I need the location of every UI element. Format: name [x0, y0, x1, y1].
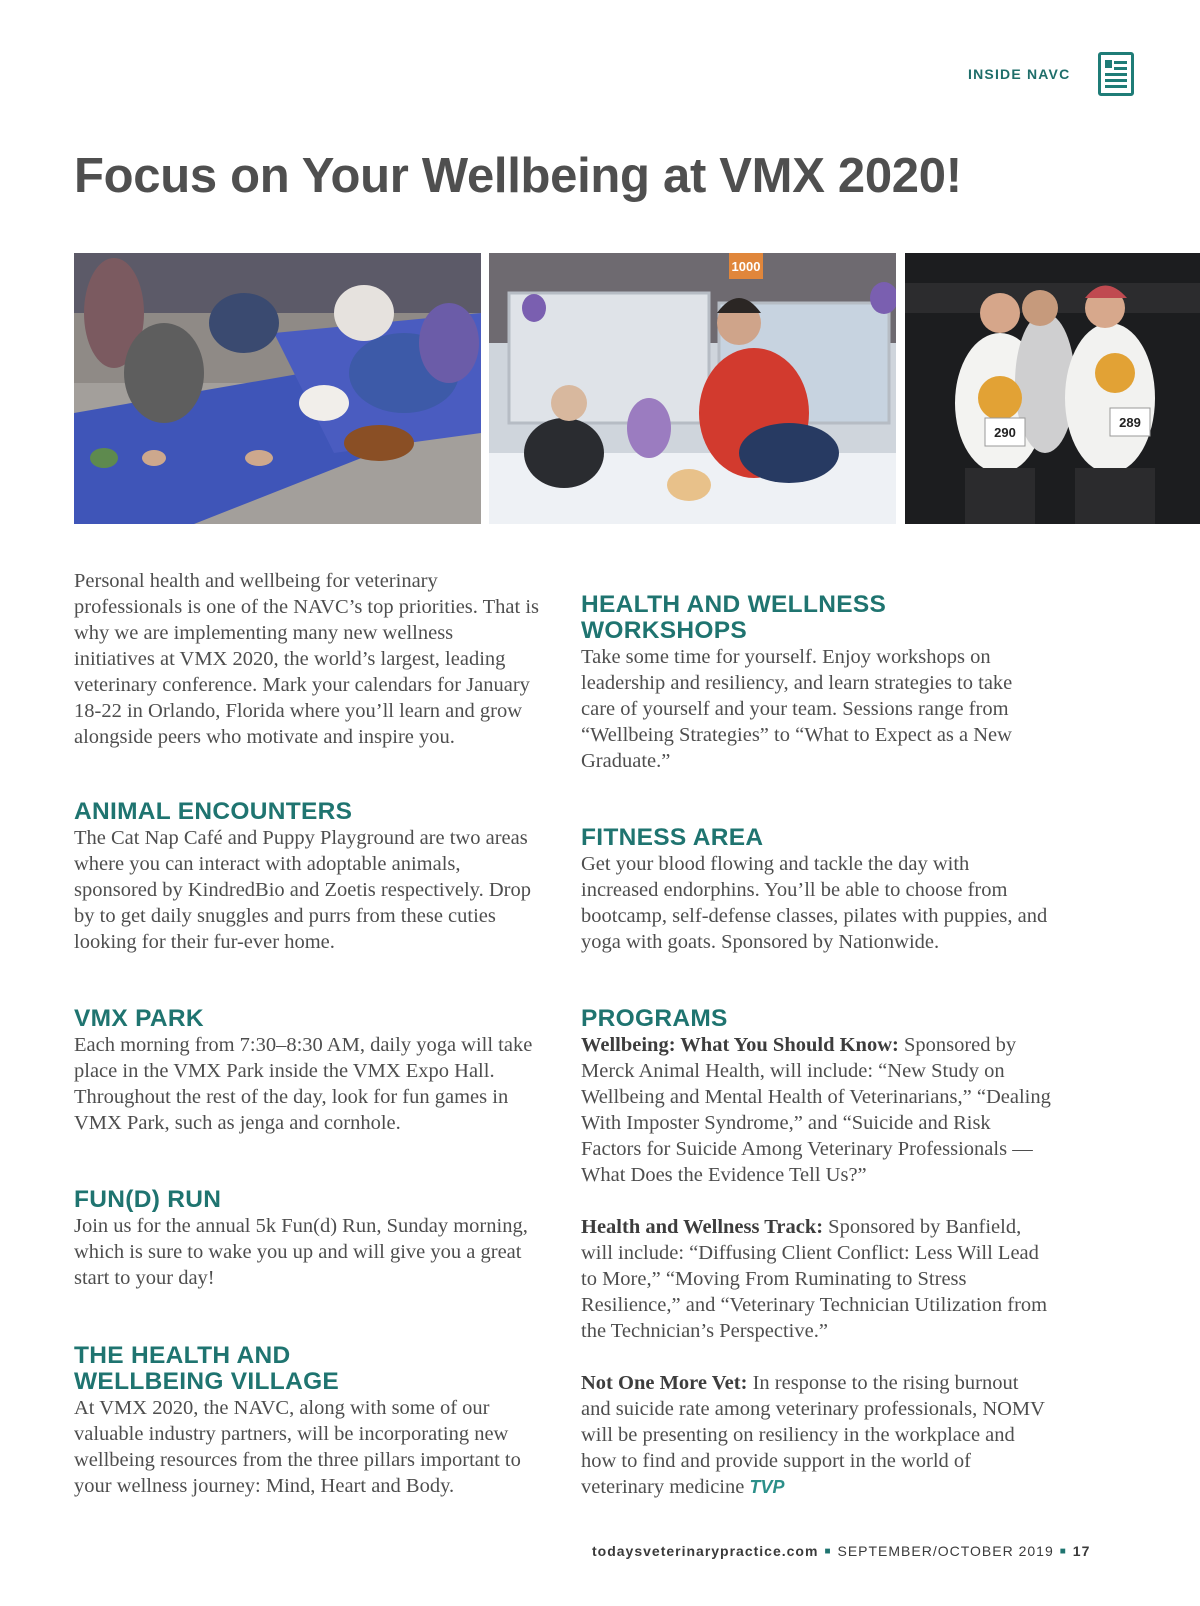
program-label: Health and Wellness Track:	[581, 1216, 824, 1238]
bib-number-right: 289	[1119, 415, 1141, 430]
section-wellbeing-village	[74, 1343, 539, 1499]
section-heading: VMX PARK	[74, 1005, 204, 1032]
section-text: Take some time for yourself. Enjoy workshops on leadership and resiliency, and learn strategies to take care of yourself and your team. Sessions range from “Wellbeing Strategies” to “What to Expect as a New Graduate.”	[581, 646, 1013, 772]
page-title: Focus on Your Wellbeing at VMX 2020!	[74, 149, 962, 203]
program-label: Not One More Vet:	[581, 1372, 748, 1394]
program-item	[581, 1214, 1051, 1344]
section-heading: FUN(D) RUN	[74, 1186, 222, 1213]
photo-cat-cafe	[489, 253, 896, 524]
footer-separator: ■	[1059, 1546, 1067, 1557]
footer-site: todaysveterinarypractice.com	[592, 1543, 819, 1559]
bib-number-left: 290	[994, 425, 1016, 440]
page-footer	[592, 1543, 1090, 1559]
program-text: In response to the rising burnout and suicide rate among veterinary professionals, NOMV will be presenting on resiliency in the workplace and how to find and provide support in the world of veterinary medicine	[581, 1372, 1045, 1498]
program-item	[581, 1032, 1051, 1188]
section-fund-run	[74, 1187, 539, 1291]
left-column	[74, 568, 539, 750]
photo-fun-run	[905, 253, 1200, 524]
section-text: Join us for the annual 5k Fun(d) Run, Sunday morning, which is sure to wake you up and will give you a great start to your day!	[74, 1215, 528, 1289]
section-heading: HEALTH AND WELLNESS WORKSHOPS	[581, 591, 887, 644]
program-text: Sponsored by Merck Animal Health, will include: “New Study on Wellbeing and Mental Health of Veterinarians,” “Dealing With Imposter Syndrome,” and “Suicide and Risk Factors for Suicide Among Veterinary Professionals — What Does the Evidence Tell Us?”	[581, 1034, 1051, 1186]
section-heading: FITNESS AREA	[581, 824, 764, 851]
photo-sign-text: 1000	[731, 259, 761, 274]
section-heading: THE HEALTH AND WELLBEING VILLAGE	[74, 1342, 340, 1395]
section-vmx-park	[74, 1006, 539, 1136]
section-label: INSIDE NAVC	[968, 66, 1071, 82]
footer-separator: ■	[824, 1546, 832, 1557]
section-fitness-area	[581, 825, 1051, 955]
section-programs	[581, 1006, 1051, 1500]
newspaper-icon	[1098, 52, 1134, 96]
section-heading: ANIMAL ENCOUNTERS	[74, 798, 353, 825]
footer-issue: SEPTEMBER/OCTOBER 2019	[837, 1543, 1054, 1559]
program-text: Sponsored by Banfield, will include: “Diffusing Client Conflict: Less Will Lead to More,” “Moving From Ruminating to Stress Resilience,” and “Veterinary Technician Utilization from the Technician’s Perspective.”	[581, 1216, 1048, 1342]
section-text: At VMX 2020, the NAVC, along with some of our valuable industry partners, will be incorporating new wellbeing resources from the three pillars important to your wellness journey: Mind, Heart and Body.	[74, 1397, 521, 1497]
tvp-end-mark: TVP	[749, 1477, 785, 1497]
page-number: 17	[1072, 1543, 1091, 1559]
section-workshops	[581, 592, 1051, 774]
intro-paragraph: Personal health and wellbeing for veterinary professionals is one of the NAVC’s top priorities. That is why we are implementing many new wellness initiatives at VMX 2020, the world’s largest, leading veterinary conference. Mark your calendars for January 18-22 in Orlando, Florida where you’ll learn and grow alongside peers who motivate and inspire you.	[74, 570, 540, 748]
photo-puppy-yoga	[74, 253, 481, 524]
section-heading: PROGRAMS	[581, 1005, 728, 1032]
section-text: Get your blood flowing and tackle the day with increased endorphins. You’ll be able to choose from bootcamp, self-defense classes, pilates with puppies, and yoga with goats. Sponsored by Nationwide.	[581, 853, 1048, 953]
section-text: Each morning from 7:30–8:30 AM, daily yoga will take place in the VMX Park inside the VMX Expo Hall. Throughout the rest of the day, look for fun games in VMX Park, such as jenga and cornhole.	[74, 1034, 533, 1134]
section-text: The Cat Nap Café and Puppy Playground are two areas where you can interact with adoptable animals, sponsored by KindredBio and Zoetis respectively. Drop by to get daily snuggles and purrs from these cuties looking for their fur-ever home.	[74, 827, 531, 953]
program-label: Wellbeing: What You Should Know:	[581, 1034, 899, 1056]
program-item	[581, 1370, 1051, 1500]
section-animal-encounters	[74, 799, 539, 955]
